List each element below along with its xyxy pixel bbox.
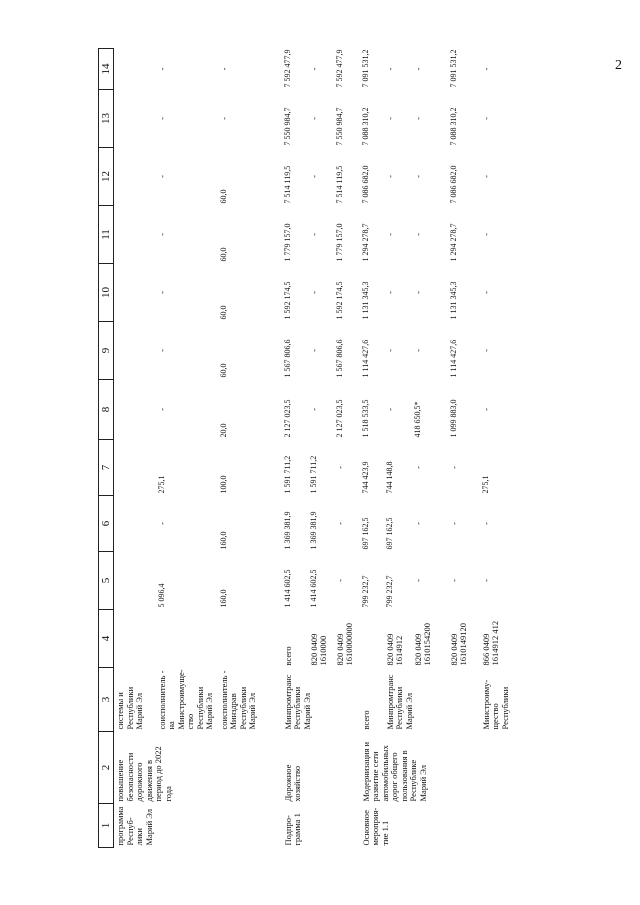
cell-value: 7 592 477,9 [334, 49, 344, 88]
cell-value: - [412, 579, 423, 582]
cell-value: 744 423,9 [360, 461, 370, 494]
cell-value: - [480, 408, 491, 411]
cell-value: 1 592 174,5 [282, 281, 292, 320]
cell-resp: Минпромтранс Республики Марий Эл [384, 674, 414, 730]
cell-value: - [308, 408, 319, 411]
cell-value: 2 127 023,5 [282, 399, 292, 438]
cell-value: - [156, 175, 167, 178]
cell-value: - [412, 233, 423, 236]
cell-value: 1 414 602,5 [282, 569, 292, 608]
cell-value: 160,0 [218, 531, 228, 550]
cell-value: - [412, 291, 423, 294]
cell-value: 1 099 883,0 [448, 399, 458, 438]
cell-value: 5 096,4 [156, 583, 166, 608]
cell-value: 1 294 278,7 [448, 223, 458, 262]
cell-value: 1 779 157,0 [334, 223, 344, 262]
cell-value: - [308, 117, 319, 120]
cell-value: 20,0 [218, 423, 228, 438]
cell-value: 7 514 119,5 [282, 165, 292, 204]
cell-code [360, 610, 384, 668]
cell-value: - [308, 175, 319, 178]
cell-activity: Основное мероприя-тие 1.1 [360, 807, 390, 846]
cell-value: 7 514 119,5 [334, 165, 344, 204]
cell-value: 275,1 [156, 475, 166, 494]
header-cell: 10 [99, 264, 114, 322]
cell-code: всего [282, 646, 293, 666]
cell-code: 820 0409 1610154200 [412, 623, 433, 666]
cell-value: 7 086 682,0 [360, 165, 370, 204]
cell-value: - [480, 117, 491, 120]
budget-table [98, 48, 520, 848]
cell-program-name: программа Респуб-лики Марий Эл [115, 806, 154, 846]
cell-value: 697 162,5 [384, 517, 394, 550]
cell-value: - [308, 349, 319, 352]
cell-code: 820 0409 1610000000 [334, 623, 355, 666]
header-cell: 8 [99, 380, 114, 440]
cell-value: 160,0 [218, 589, 228, 608]
header-cell: 1 [99, 804, 114, 848]
cell-subprogram: Подпро-грамма 1 [282, 813, 303, 846]
header-cell: 5 [99, 552, 114, 610]
cell-value: - [218, 67, 229, 71]
cell-value: - [480, 522, 491, 525]
cell-code: 820 0409 1610000 [308, 633, 329, 666]
cell-value: - [156, 233, 167, 236]
cell-resp: Минпромтранс Республики Марий Эл [282, 674, 312, 730]
cell-value: - [384, 291, 395, 294]
cell-value: 799 232,7 [384, 575, 394, 608]
cell-value: 60,0 [218, 363, 228, 378]
cell-value: - [412, 349, 423, 352]
cell-value: 1 592 174,5 [334, 281, 344, 320]
header-cell: 11 [99, 206, 114, 264]
cell-value: 1 518 533,5 [360, 399, 370, 438]
cell-value: - [480, 349, 491, 352]
cell-value: 60,0 [218, 189, 228, 204]
cell-value: - [448, 579, 459, 582]
cell-value: 1 414 602,5 [308, 569, 318, 608]
cell-value: - [308, 67, 319, 71]
cell-value: 1 114 427,6 [360, 339, 370, 378]
cell-value: 7 091 531,2 [448, 49, 458, 88]
cell-value: - [384, 117, 395, 120]
header-row [99, 49, 114, 848]
cell-value: - [334, 466, 345, 469]
table-row [384, 49, 412, 848]
cell-value: 7 550 984,7 [334, 107, 344, 146]
cell-value: - [218, 117, 229, 120]
cell-resp: Минстроиму-щество Республики [480, 679, 510, 730]
cell-value: - [156, 291, 167, 294]
cell-value: - [412, 67, 423, 71]
rotated-table-page [98, 49, 640, 848]
cell-resp: соисполнитель - на Минстроимуще-ство Республики Марий Эл [156, 669, 215, 730]
cell-value: - [480, 291, 491, 294]
header-cell: 7 [99, 440, 114, 496]
cell-value: - [334, 579, 345, 582]
cell-value: - [334, 522, 345, 525]
header-cell: 13 [99, 90, 114, 148]
cell-value: 418 650,5* [412, 401, 422, 438]
cell-value: - [412, 466, 423, 469]
cell-value: - [480, 67, 491, 71]
header-cell: 12 [99, 148, 114, 206]
cell-value: 60,0 [218, 305, 228, 320]
cell-value: 7 592 477,9 [282, 49, 292, 88]
cell-code: 820 0409 1614912 [384, 633, 405, 666]
cell-value: 7 088 310,2 [360, 107, 370, 146]
cell-subprogram-name: Дорожное хозяйство [282, 764, 303, 802]
cell-value: - [412, 175, 423, 178]
header-cell: 14 [99, 49, 114, 90]
table-row [114, 49, 156, 848]
cell-value: - [308, 233, 319, 236]
cell-value: - [480, 579, 491, 582]
cell-value: 1 567 806,6 [334, 339, 344, 378]
cell-value: - [412, 117, 423, 120]
cell-value: - [156, 522, 167, 525]
cell-value: 1 114 427,6 [448, 339, 458, 378]
cell-code: 866 0409 1614912 412 [480, 620, 501, 666]
table-row [360, 49, 384, 848]
cell-value: 697 162,5 [360, 517, 370, 550]
cell-value: - [448, 466, 459, 469]
cell-value: 1 369 381,9 [282, 511, 292, 550]
cell-value: - [448, 522, 459, 525]
cell-value: - [156, 349, 167, 352]
cell-value: 7 550 984,7 [282, 107, 292, 146]
cell-value: 7 086 682,0 [448, 165, 458, 204]
cell-program-goal: повышение безопасности дорожного движения в период до 2022 года [115, 746, 173, 802]
cell-value: 2 127 023,5 [334, 399, 344, 438]
table-row [218, 49, 282, 848]
cell-value: 100,0 [218, 475, 228, 494]
header-cell: 4 [99, 610, 114, 668]
cell-value: - [384, 233, 395, 236]
cell-value: - [156, 408, 167, 411]
cell-resp: всего [360, 710, 371, 730]
cell-value: 1 294 278,7 [360, 223, 370, 262]
cell-value: 1 369 381,9 [308, 511, 318, 550]
table-row [282, 49, 308, 848]
cell-value: 1 131 345,3 [360, 281, 370, 320]
cell-value: 744 148,8 [384, 461, 394, 494]
cell-value: 60,0 [218, 247, 228, 262]
cell-value: 7 088 310,2 [448, 107, 458, 146]
cell-value: 7 091 531,2 [360, 49, 370, 88]
page-number: 2 [615, 58, 622, 73]
cell-resp: соисполнитель - Минздрав Республики Марий Эл [218, 670, 258, 730]
cell-value: - [480, 233, 491, 236]
cell-value: 799 232,7 [360, 575, 370, 608]
cell-value: - [384, 408, 395, 411]
cell-value: - [480, 175, 491, 178]
cell-value: - [412, 522, 423, 525]
header-cell: 6 [99, 496, 114, 552]
cell-value: - [156, 117, 167, 120]
header-cell: 3 [99, 668, 114, 732]
table-row [480, 49, 520, 848]
cell-value: 1 591 711,2 [308, 455, 318, 494]
cell-value: - [384, 175, 395, 178]
cell-value: 1 591 711,2 [282, 455, 292, 494]
cell-value: - [156, 67, 167, 71]
cell-activity-name: Модернизация и развитие сети автомобильных дорог общего пользования в Республике Марий Эл [360, 741, 428, 802]
cell-resp: системы и Республики Марий Эл [115, 686, 145, 730]
cell-value: - [308, 291, 319, 294]
header-cell: 9 [99, 322, 114, 380]
cell-value: - [384, 67, 395, 71]
cell-value: - [384, 349, 395, 352]
cell-value: 275,1 [480, 475, 490, 494]
table-row [156, 49, 218, 848]
cell-value: 1 567 806,6 [282, 339, 292, 378]
cell-value: 1 131 345,3 [448, 281, 458, 320]
header-cell: 2 [99, 732, 114, 804]
cell-value: 1 779 157,0 [282, 223, 292, 262]
cell-code: 820 0409 1610149120 [448, 623, 469, 666]
